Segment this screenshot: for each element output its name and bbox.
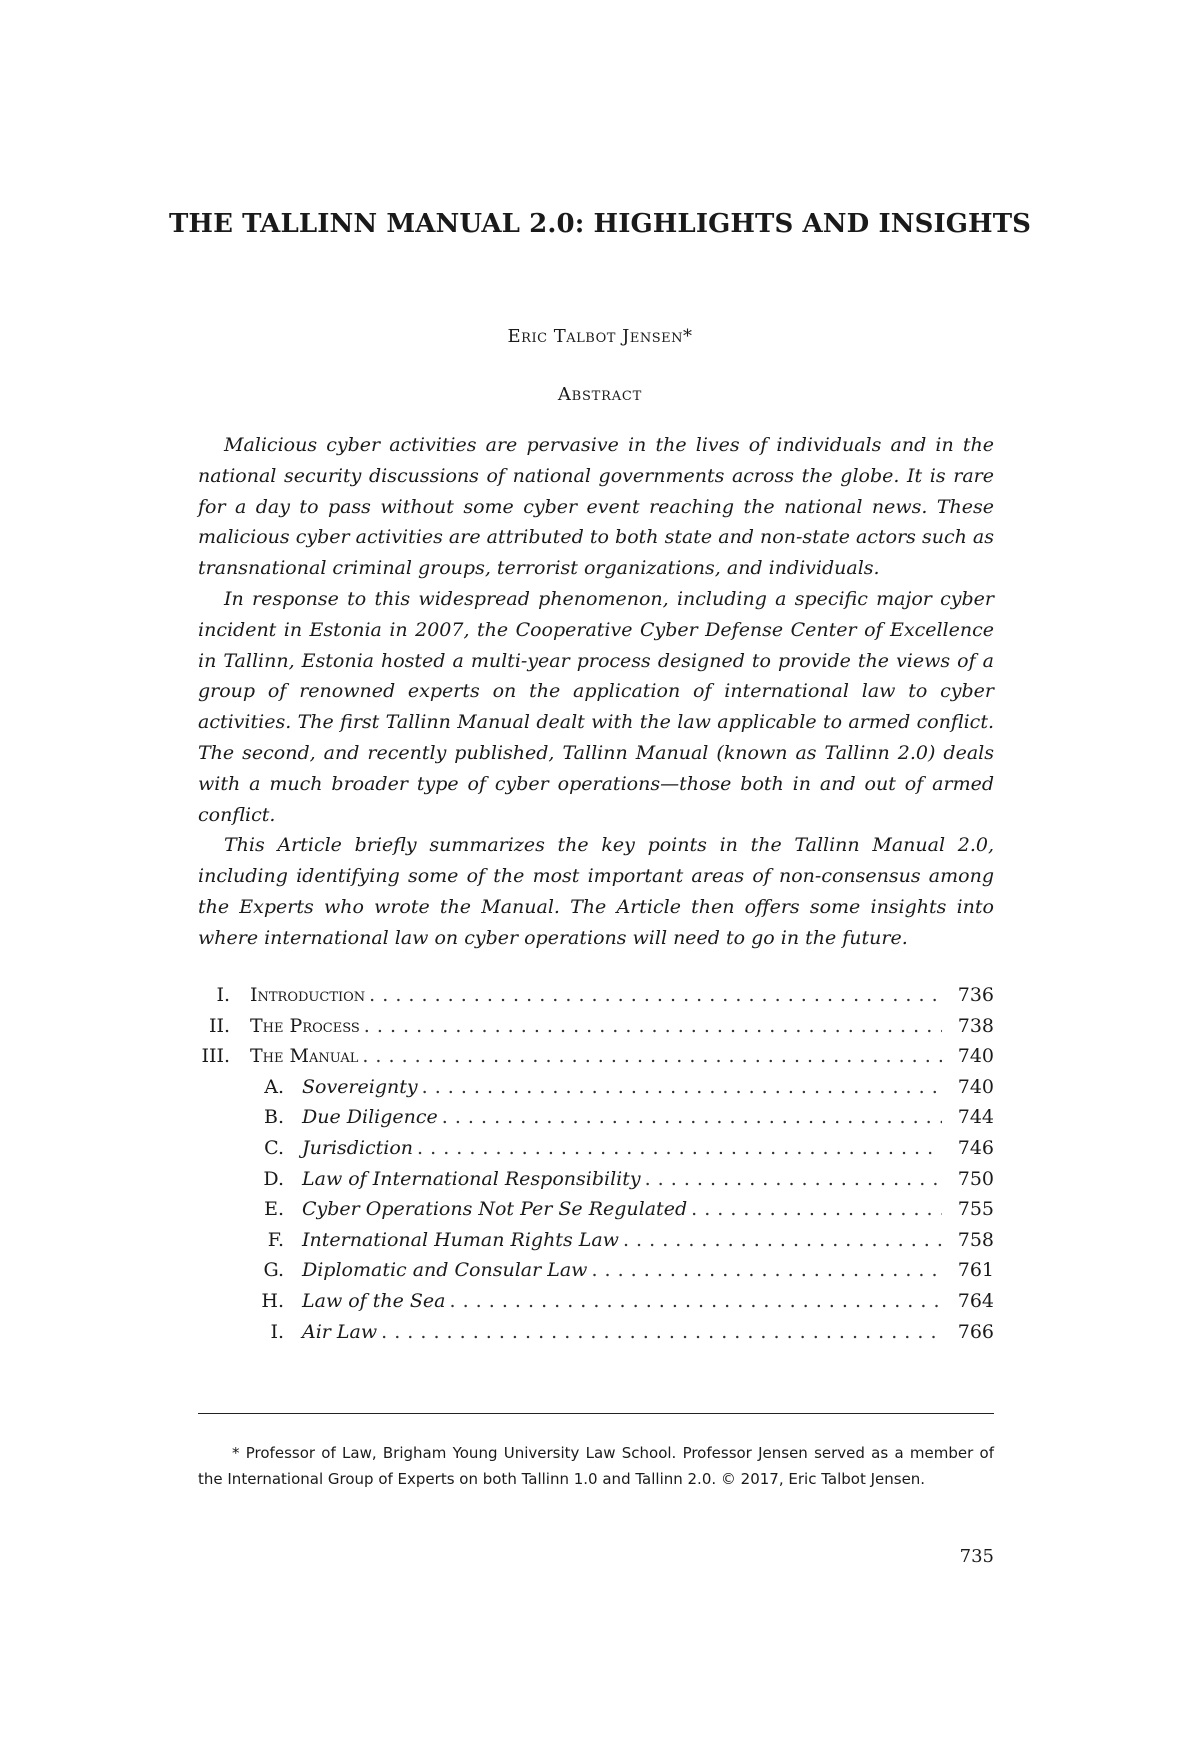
toc-page-number: 744 — [957, 1106, 994, 1129]
toc-label: Jurisdiction — [302, 1136, 414, 1159]
toc-entry — [192, 1255, 994, 1286]
toc-label: The Manual — [250, 1045, 359, 1068]
toc-label: Due Diligence — [302, 1106, 438, 1129]
toc-leader-dots — [591, 1255, 942, 1286]
toc-label: Law of the Sea — [302, 1289, 446, 1312]
toc-label: Diplomatic and Consular Law — [302, 1259, 588, 1282]
toc-leader-dots — [381, 1317, 942, 1348]
toc-page-number: 766 — [957, 1320, 994, 1343]
toc-page-number: 755 — [957, 1198, 994, 1221]
toc-number: B. — [263, 1106, 284, 1129]
toc-label: Sovereignty — [302, 1075, 418, 1098]
footnote-divider — [198, 1413, 994, 1414]
footnote — [198, 1440, 994, 1492]
toc-page-number: 750 — [957, 1167, 994, 1190]
toc-leader-dots — [369, 980, 942, 1011]
toc-number: H. — [261, 1289, 284, 1312]
toc-label: Air Law — [302, 1320, 378, 1343]
toc-number: I. — [270, 1320, 284, 1343]
toc-label: International Human Rights Law — [302, 1228, 619, 1251]
toc-entry — [192, 1041, 994, 1072]
toc-number: E. — [264, 1198, 284, 1221]
abstract-heading: Abstract — [557, 384, 643, 405]
abstract-paragraph: Malicious cyber activities are pervasive in the lives of individuals and in the national security discussions of national governments across the globe. It is rare for a day to pass without some cyber event reaching the national news. These malicious cyber activities are attributed to both state and non-state actors such as transnational criminal groups, terrorist organizations, and individuals. — [198, 434, 994, 580]
toc-number: I. — [216, 984, 230, 1006]
toc-page-number: 738 — [957, 1014, 994, 1037]
toc-leader-dots — [442, 1102, 942, 1133]
toc-number: II. — [208, 1014, 230, 1037]
toc-entry — [192, 1133, 994, 1164]
author-name: Eric Talbot Jensen* — [507, 326, 693, 347]
toc-page-number: 736 — [957, 984, 994, 1006]
toc-page-number: 764 — [957, 1289, 994, 1312]
toc-number: D. — [263, 1167, 284, 1190]
toc-entry — [192, 1072, 994, 1103]
toc-entry — [192, 1317, 994, 1348]
abstract-paragraph: This Article briefly summarizes the key points in the Tallinn Manual 2.0, including identifying some of the most important areas of non-consensus among the Experts who wrote the Manual. The Article then offers some insights into where international law on cyber operations will need to go in the future. — [198, 834, 994, 949]
toc-entry — [192, 1225, 994, 1256]
toc-leader-dots — [645, 1164, 942, 1195]
toc-page-number: 740 — [957, 1075, 994, 1098]
toc-label: The Process — [250, 1014, 360, 1037]
toc-label: Introduction — [250, 984, 366, 1006]
toc-number: C. — [264, 1136, 284, 1159]
toc-page-number: 758 — [957, 1228, 994, 1251]
toc-entry — [192, 1286, 994, 1317]
toc-leader-dots — [362, 1041, 942, 1072]
toc-entry — [192, 1164, 994, 1195]
toc-number: G. — [263, 1259, 284, 1282]
table-of-contents — [192, 980, 994, 1347]
toc-leader-dots — [691, 1194, 942, 1225]
toc-entry — [192, 1102, 994, 1133]
toc-page-number: 740 — [957, 1045, 994, 1068]
toc-leader-dots — [623, 1225, 942, 1256]
toc-entry — [192, 1194, 994, 1225]
toc-number: F. — [267, 1228, 284, 1251]
toc-page-number: 761 — [957, 1259, 994, 1282]
toc-label: Law of International Responsibility — [302, 1167, 641, 1190]
toc-leader-dots — [364, 1011, 942, 1042]
page-number: 735 — [959, 1546, 994, 1567]
footnote-text: * Professor of Law, Brigham Young University Law School. Professor Jensen served as a member of the International Group of Experts on both Tallinn 1.0 and Tallinn 2.0. © 2017, Eric Talbot Jensen. — [198, 1444, 994, 1488]
toc-leader-dots — [422, 1072, 942, 1103]
toc-leader-dots — [450, 1286, 942, 1317]
toc-entry — [192, 1011, 994, 1042]
toc-number: III. — [201, 1045, 230, 1068]
abstract-paragraph: In response to this widespread phenomenon, including a specific major cyber incident in Estonia in 2007, the Cooperative Cyber Defense Center of Excellence in Tallinn, Estonia hosted a multi-year process designed to provide the views of a group of renowned experts on the application of international law to cyber activities. The first Tallinn Manual dealt with the law applicable to armed conflict. The second, and recently published, Tallinn Manual (known as Tallinn 2.0) deals with a much broader type of cyber operations—those both in and out of armed conflict. — [198, 587, 994, 826]
abstract-body — [198, 430, 994, 954]
toc-leader-dots — [417, 1133, 942, 1164]
article-title: THE TALLINN MANUAL 2.0: HIGHLIGHTS AND INSIGHTS — [168, 209, 1032, 239]
toc-label: Cyber Operations Not Per Se Regulated — [302, 1198, 688, 1221]
toc-entry — [192, 980, 994, 1011]
toc-number: A. — [264, 1075, 284, 1098]
toc-page-number: 746 — [957, 1136, 994, 1159]
